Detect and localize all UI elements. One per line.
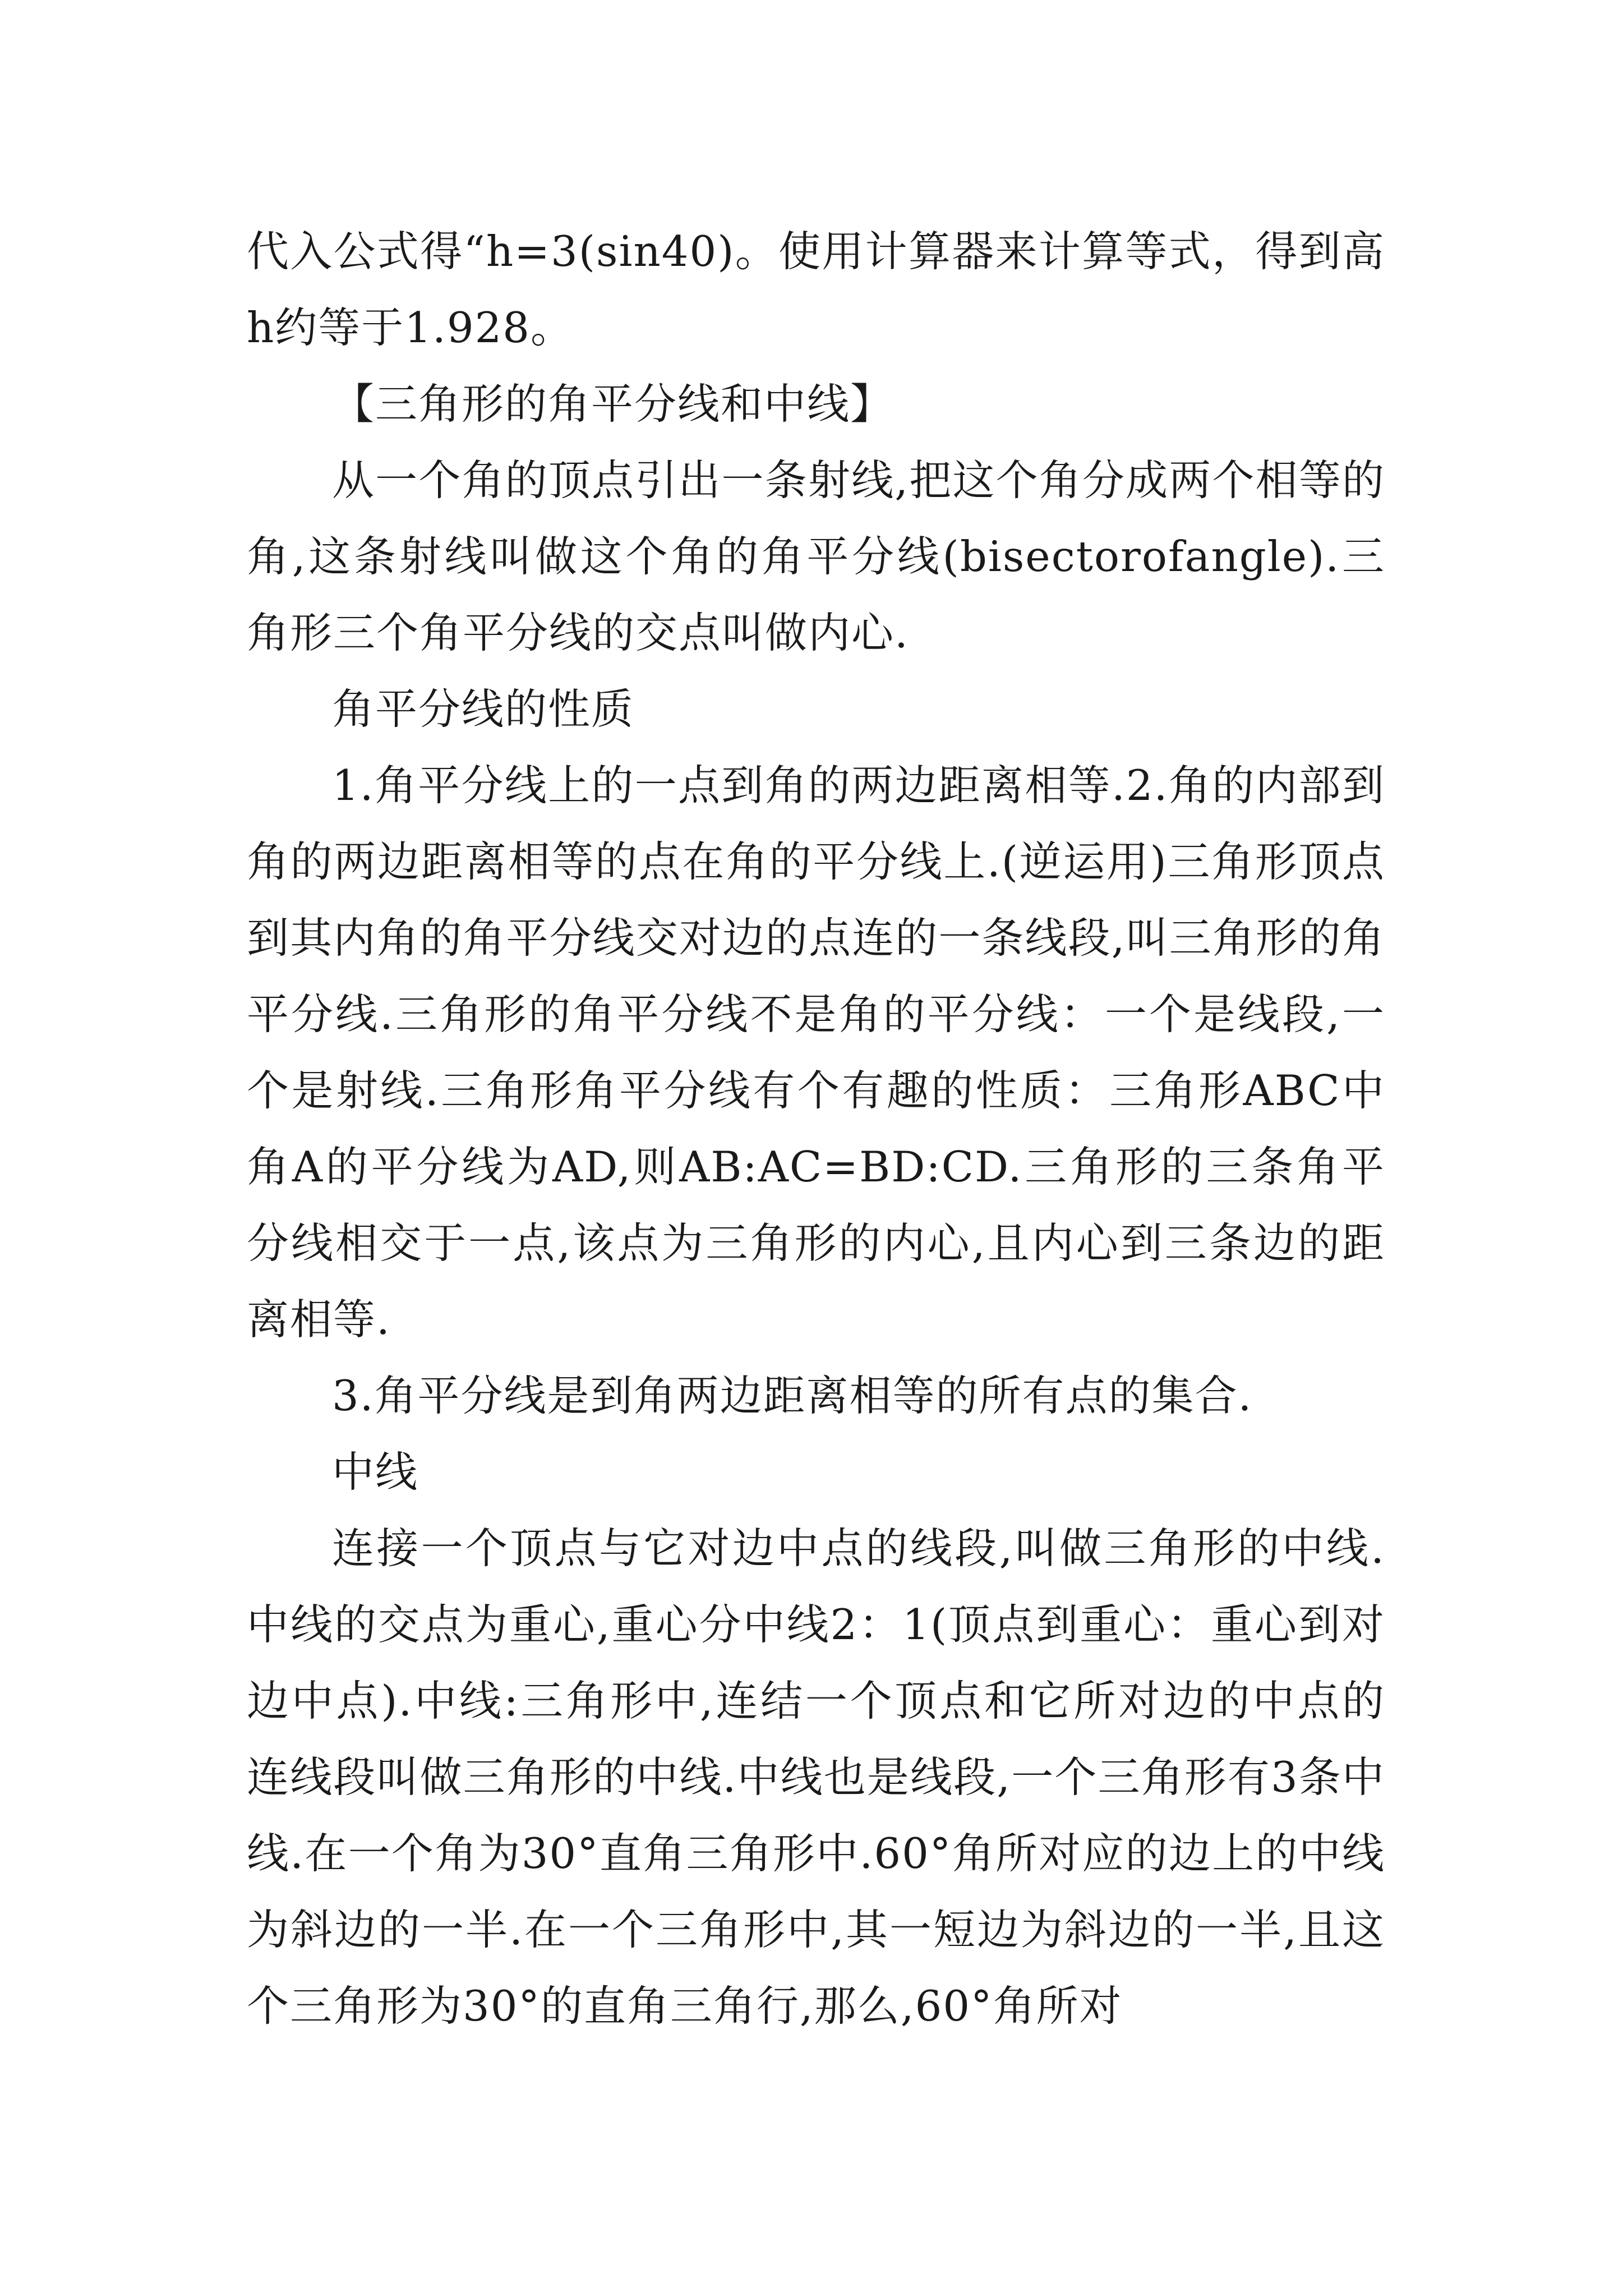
section-heading-bisector-and-median: 【三角形的角平分线和中线】	[332, 379, 894, 429]
subheading-bisector-properties: 角平分线的性质	[332, 684, 635, 734]
paragraph-bisector-locus: 3.角平分线是到角两边距离相等的所有点的集合.	[332, 1371, 1253, 1420]
document-body	[247, 213, 1385, 2044]
paragraph-median-definition: 连接一个顶点与它对边中点的线段,叫做三角形的中线.中线的交点为重心,重心分中线2：1(顶点到重心：重心到对边中点).中线:三角形中,连结一个顶点和它所对边的中点的连线段叫做三角形的中线.中线也是线段,一个三角形有3条中线.在一个角为30°直角三角形中.60°角所对应的边上的中线为斜边的一半.在一个三角形中,其一短边为斜边的一半,且这个三角形为30°的直角三角行,那么,60°角所对	[247, 1524, 1385, 2031]
paragraph-bisector-definition: 从一个角的顶点引出一条射线,把这个角分成两个相等的角,这条射线叫做这个角的角平分线(bisectorofangle).三角形三个角平分线的交点叫做内心.	[247, 455, 1385, 657]
paragraph-bisector-properties: 1.角平分线上的一点到角的两边距离相等.2.角的内部到角的两边距离相等的点在角的平分线上.(逆运用)三角形顶点到其内角的角平分线交对边的点连的一条线段,叫三角形的角平分线.三角形的角平分线不是角的平分线：一个是线段,一个是射线.三角形角平分线有个有趣的性质：三角形ABC中角A的平分线为AD,则AB:AC=BD:CD.三角形的三条角平分线相交于一点,该点为三角形的内心,且内心到三条边的距离相等.	[247, 761, 1385, 1344]
subheading-median: 中线	[332, 1447, 419, 1497]
paragraph-formula-continuation: 代入公式得“h=3(sin40)。使用计算器来计算等式，得到高h约等于1.928。	[247, 227, 1385, 352]
